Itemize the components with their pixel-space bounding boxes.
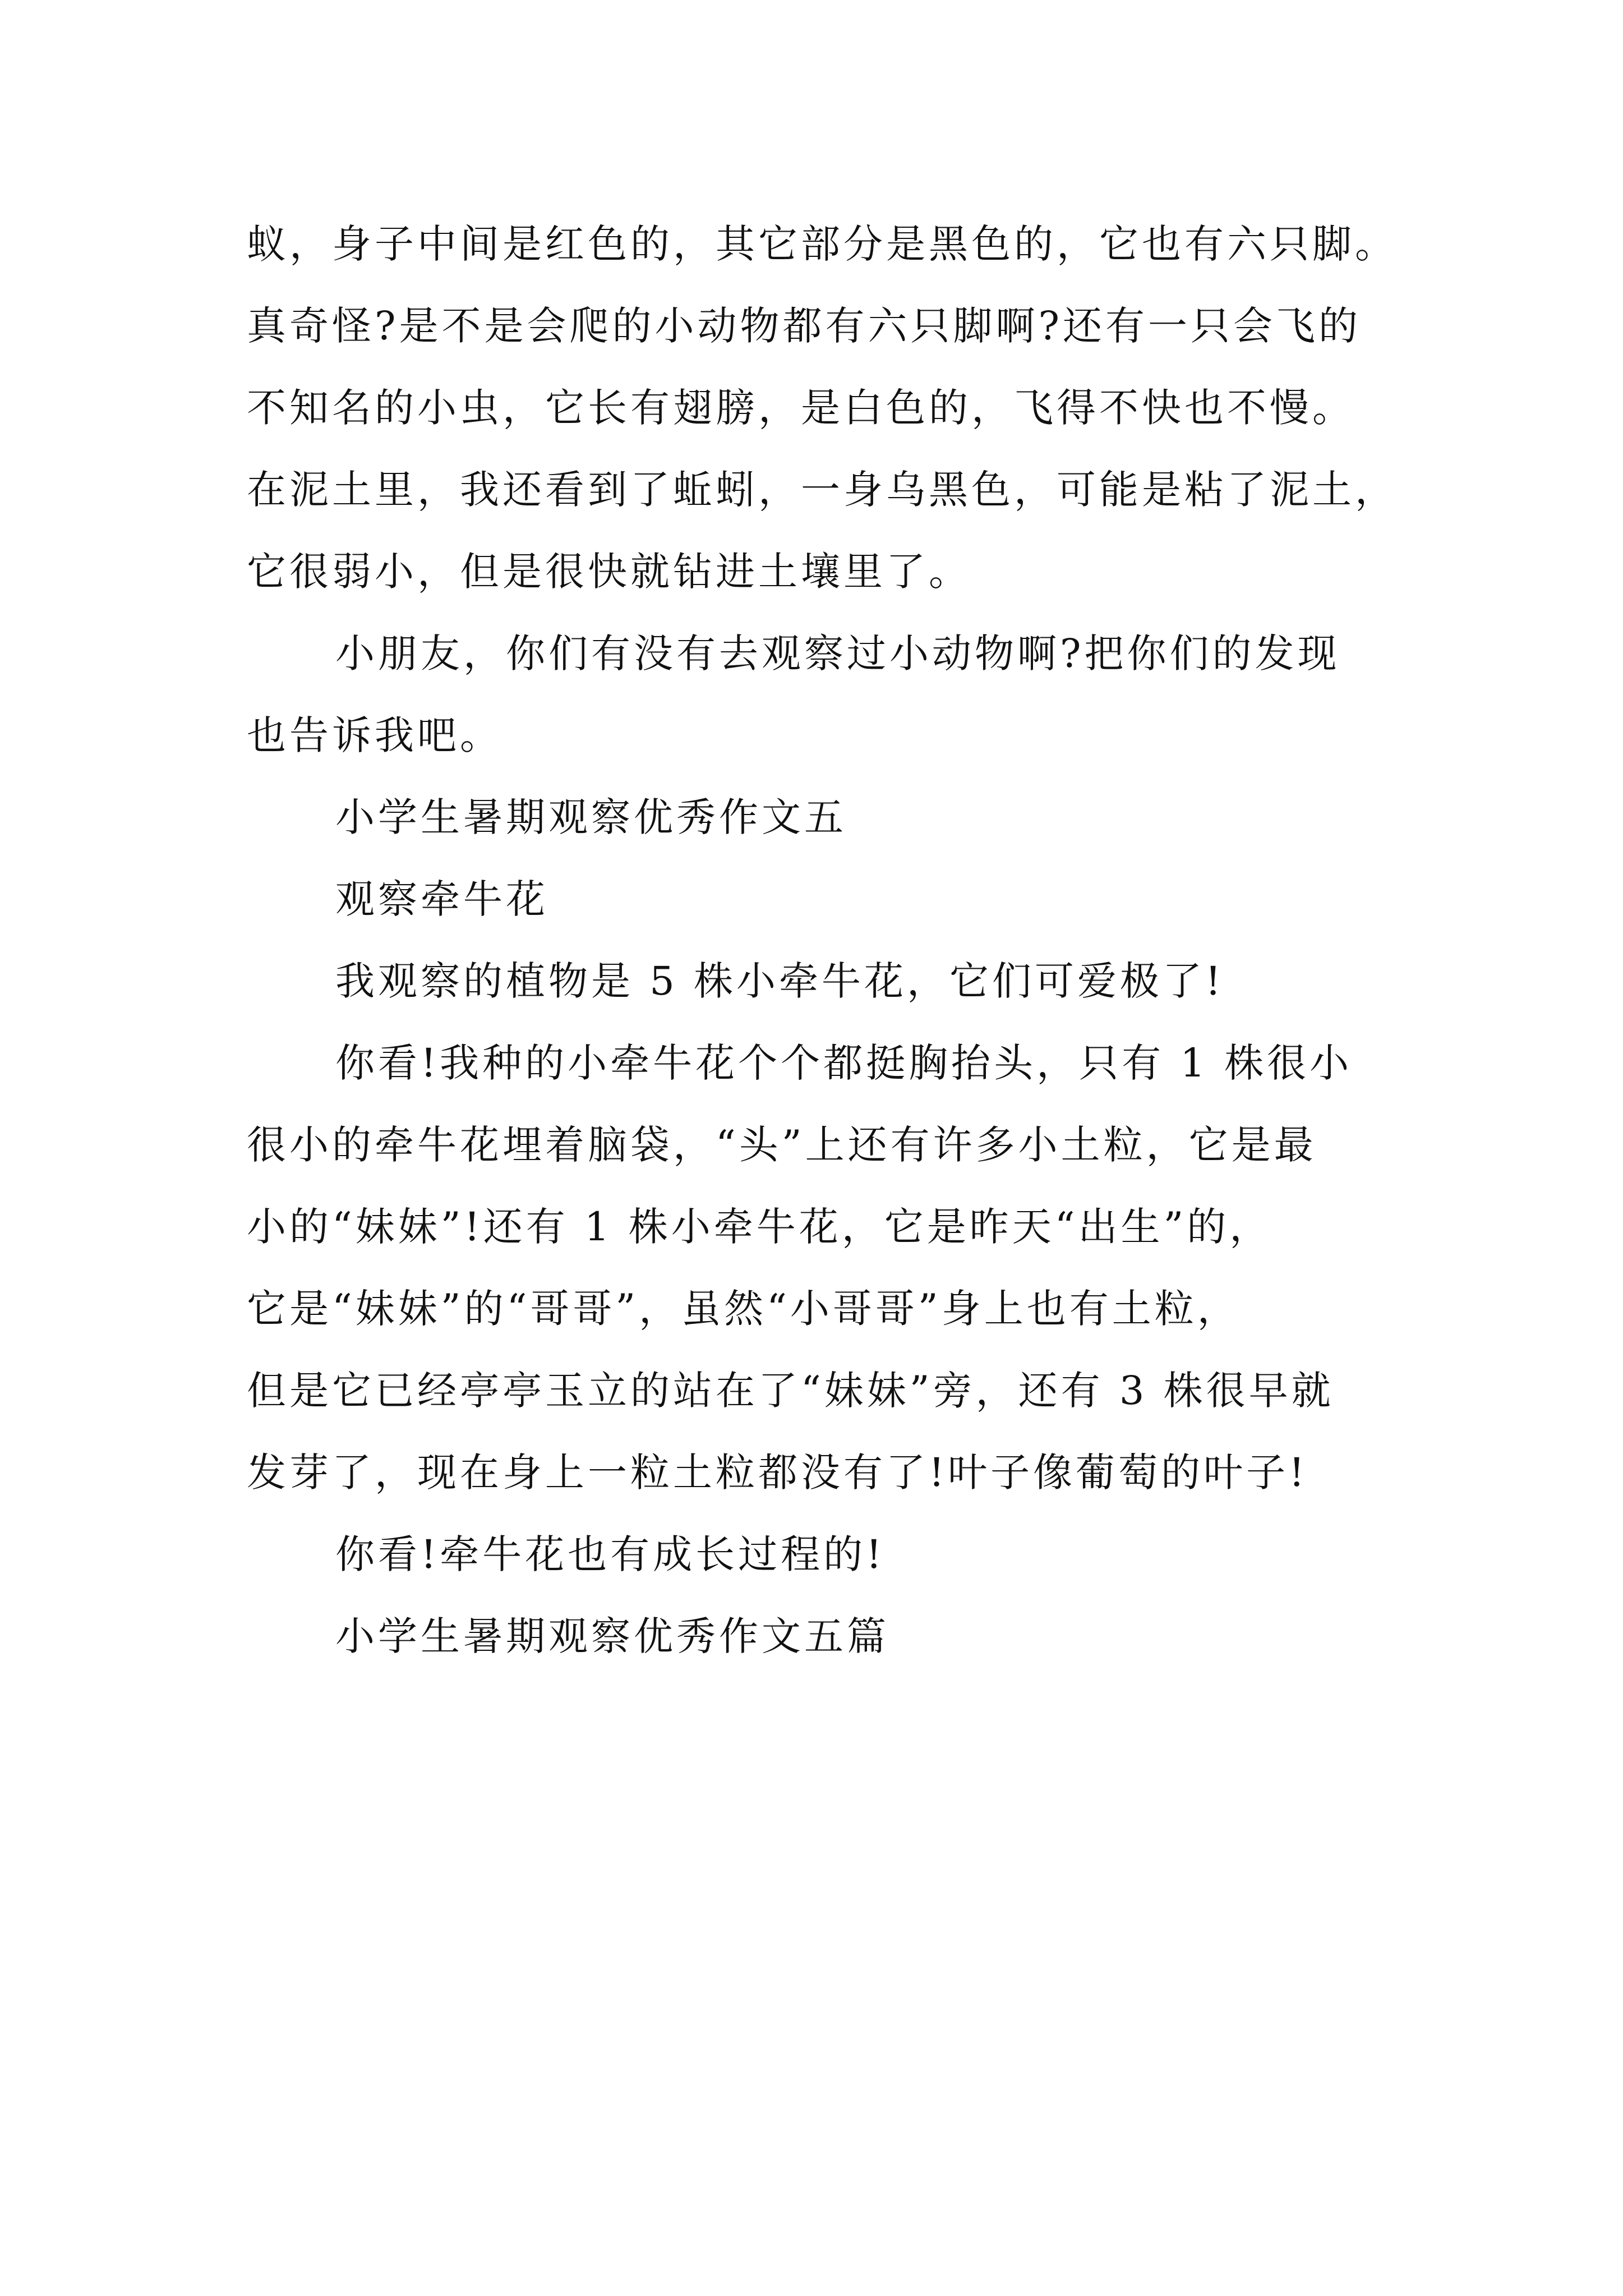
paragraph-line: 小朋友，你们有没有去观察过小动物啊?把你们的发现: [335, 631, 1340, 677]
paragraph-line: 你看!我种的小牵牛花个个都挺胸抬头，只有 1 株很小: [335, 1040, 1353, 1086]
paragraph-line: 蚁，身子中间是红色的，其它部分是黑色的，它也有六只脚。: [247, 221, 1398, 267]
paragraph-line: 小的“妹妹”!还有 1 株小牵牛花，它是昨天“出生”的，: [247, 1204, 1272, 1250]
essay-title: 观察牵牛花: [335, 876, 548, 922]
paragraph-line: 你看!牵牛花也有成长过程的!: [335, 1531, 886, 1577]
paragraph-line: 也告诉我吧。: [247, 712, 502, 758]
paragraph-line: 它是“妹妹”的“哥哥”，虽然“小哥哥”身上也有土粒，: [247, 1286, 1240, 1332]
paragraph-line: 真奇怪?是不是会爬的小动物都有六只脚啊?还有一只会飞的: [247, 303, 1362, 349]
essay-text: [247, 203, 1402, 1677]
paragraph-line: 它很弱小，但是很快就钻进土壤里了。: [247, 549, 971, 595]
paragraph-line: 但是它已经亭亭玉立的站在了“妹妹”旁，还有 3 株很早就: [247, 1368, 1334, 1414]
paragraph-line: 发芽了，现在身上一粒土粒都没有了!叶子像葡萄的叶子!: [247, 1450, 1308, 1496]
paragraph-line: 我观察的植物是 5 株小牵牛花，它们可爱极了!: [335, 958, 1225, 1004]
paragraph-line: 在泥土里，我还看到了蚯蚓，一身乌黑色，可能是粘了泥土，: [247, 467, 1398, 513]
closing-title: 小学生暑期观察优秀作文五篇: [335, 1613, 889, 1659]
paragraph-line: 很小的牵牛花埋着脑袋，“头”上还有许多小土粒，它是最: [247, 1122, 1317, 1168]
paragraph-line: 不知名的小虫，它长有翅膀，是白色的，飞得不快也不慢。: [247, 385, 1355, 431]
section-heading: 小学生暑期观察优秀作文五: [335, 794, 847, 840]
